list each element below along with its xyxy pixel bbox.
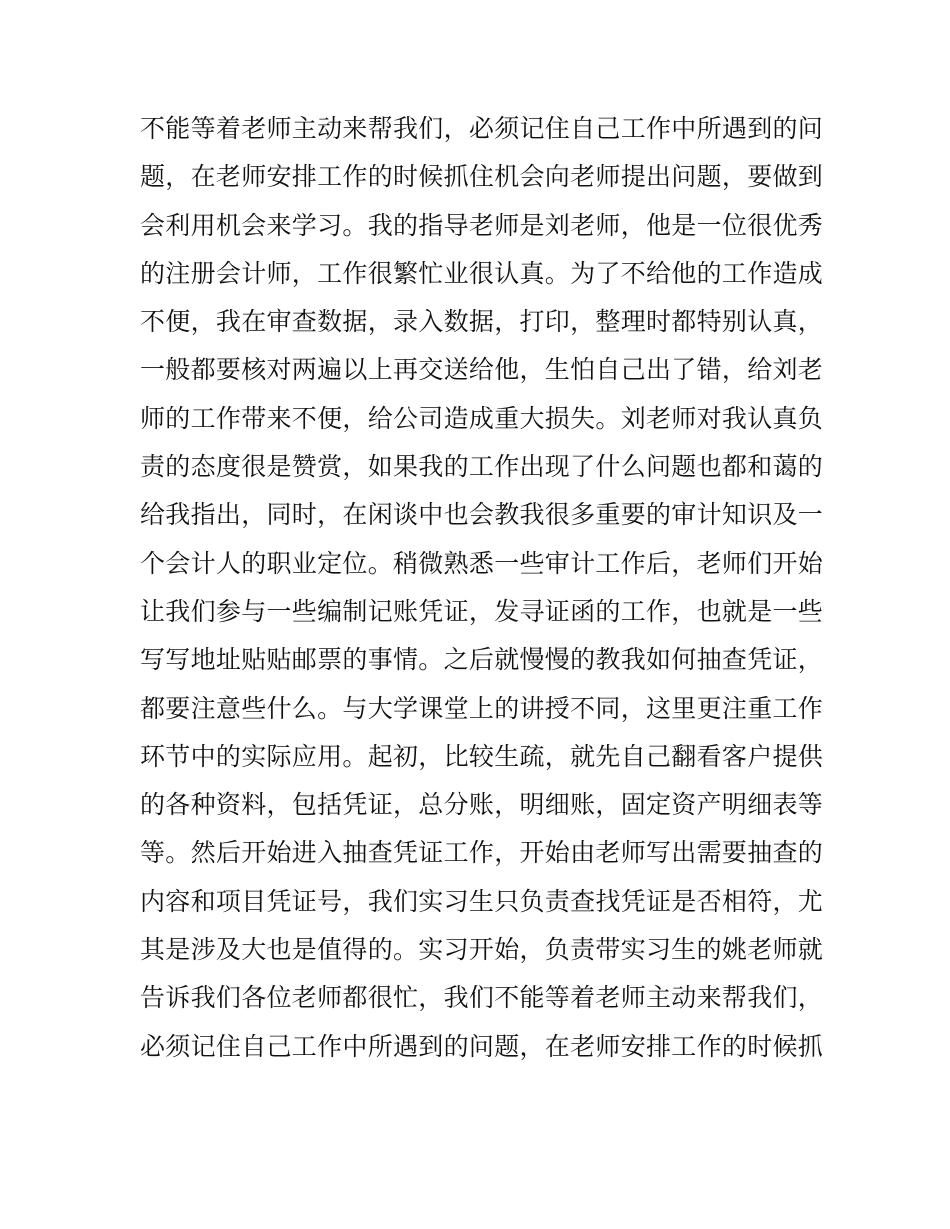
text-line: 责的态度很是赞赏，如果我的工作出现了什么问题也都和蔼的 [140, 452, 824, 482]
text-line: 会利用机会来学习。我的指导老师是刘老师，他是一位很优秀 [140, 210, 824, 240]
text-line: 给我指出，同时，在闲谈中也会教我很多重要的审计知识及一 [140, 500, 824, 530]
text-line: 师的工作带来不便，给公司造成重大损失。刘老师对我认真负 [140, 403, 824, 433]
text-line: 让我们参与一些编制记账凭证，发寻证函的工作，也就是一些 [140, 596, 824, 626]
text-line: 一般都要核对两遍以上再交送给他，生怕自己出了错，给刘老 [140, 355, 824, 385]
text-line: 的注册会计师，工作很繁忙业很认真。为了不给他的工作造成 [140, 258, 824, 288]
text-line: 必须记住自己工作中所遇到的问题，在老师安排工作的时候抓 [140, 1031, 824, 1061]
text-line: 内容和项目凭证号，我们实习生只负责查找凭证是否相符，尤 [140, 886, 824, 916]
text-line: 的各种资料，包括凭证，总分账，明细账，固定资产明细表等 [140, 790, 824, 820]
body-text [140, 105, 824, 1071]
text-line: 其是涉及大也是值得的。实习开始，负责带实习生的姚老师就 [140, 935, 824, 965]
text-line: 不便，我在审查数据，录入数据，打印，整理时都特别认真， [140, 307, 824, 337]
text-line: 都要注意些什么。与大学课堂上的讲授不同，这里更注重工作 [140, 693, 824, 723]
text-line: 题，在老师安排工作的时候抓住机会向老师提出问题，要做到 [140, 162, 824, 192]
text-line: 个会计人的职业定位。稍微熟悉一些审计工作后，老师们开始 [140, 548, 824, 578]
text-line: 等。然后开始进入抽查凭证工作，开始由老师写出需要抽查的 [140, 838, 824, 868]
text-line: 环节中的实际应用。起初，比较生疏，就先自己翻看客户提供 [140, 741, 824, 771]
text-line: 不能等着老师主动来帮我们，必须记住自己工作中所遇到的问 [140, 114, 824, 143]
text-line: 告诉我们各位老师都很忙，我们不能等着老师主动来帮我们， [140, 983, 824, 1013]
text-line: 写写地址贴贴邮票的事情。之后就慢慢的教我如何抽查凭证， [140, 645, 824, 675]
